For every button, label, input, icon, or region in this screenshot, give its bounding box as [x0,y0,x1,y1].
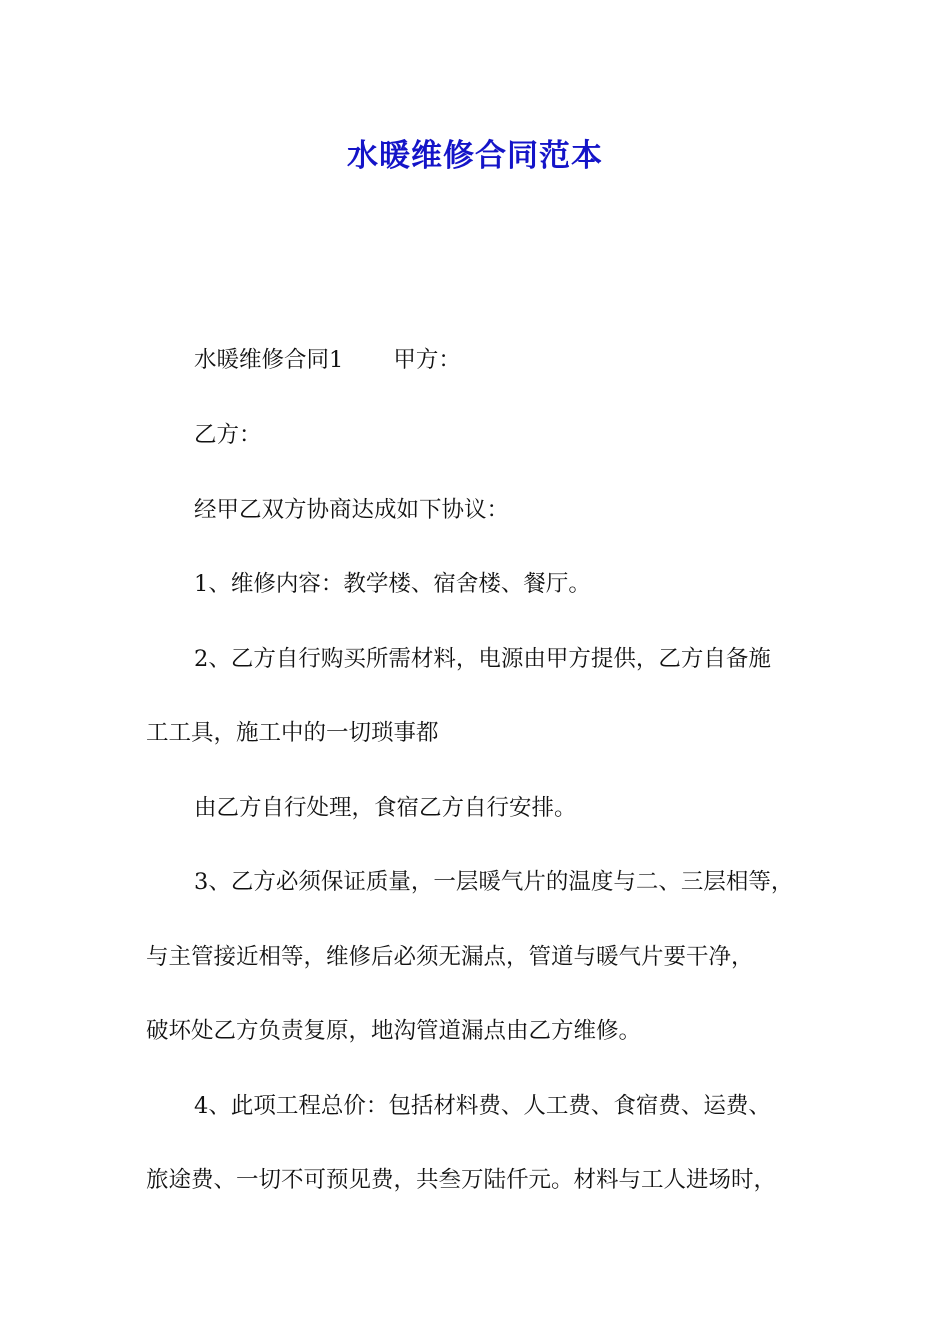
clause-2-line-1: 2、乙方自行购买所需材料，电源由甲方提供，乙方自备施 [194,646,771,672]
clause-4-line-2: 旅途费、一切不可预见费，共叁万陆仟元。材料与工人进场时， [146,1167,777,1193]
agreement-intro: 经甲乙双方协商达成如下协议： [194,497,510,523]
clause-3-line-3: 破坏处乙方负责复原，地沟管道漏点由乙方维修。 [146,1018,642,1044]
party-b-label: 乙方： [194,422,262,448]
clause-3-line-1: 3、乙方必须保证质量，一层暖气片的温度与二、三层相等， [194,869,794,895]
contract-name: 水暖维修合同1 [194,347,344,373]
party-a-label: 甲方： [393,347,461,373]
clause-3-line-2: 与主管接近相等，维修后必须无漏点，管道与暖气片要干净， [146,944,754,970]
clause-4-line-1: 4、此项工程总价：包括材料费、人工费、食宿费、运费、 [194,1093,771,1119]
clause-2-line-2: 工工具，施工中的一切琐事都 [146,720,439,746]
document-title: 水暖维修合同范本 [347,138,603,174]
clause-1: 1、维修内容：教学楼、宿舍楼、餐厅。 [194,571,591,597]
clause-2-line-3: 由乙方自行处理，食宿乙方自行安排。 [194,795,577,821]
contract-heading-line [194,345,461,375]
